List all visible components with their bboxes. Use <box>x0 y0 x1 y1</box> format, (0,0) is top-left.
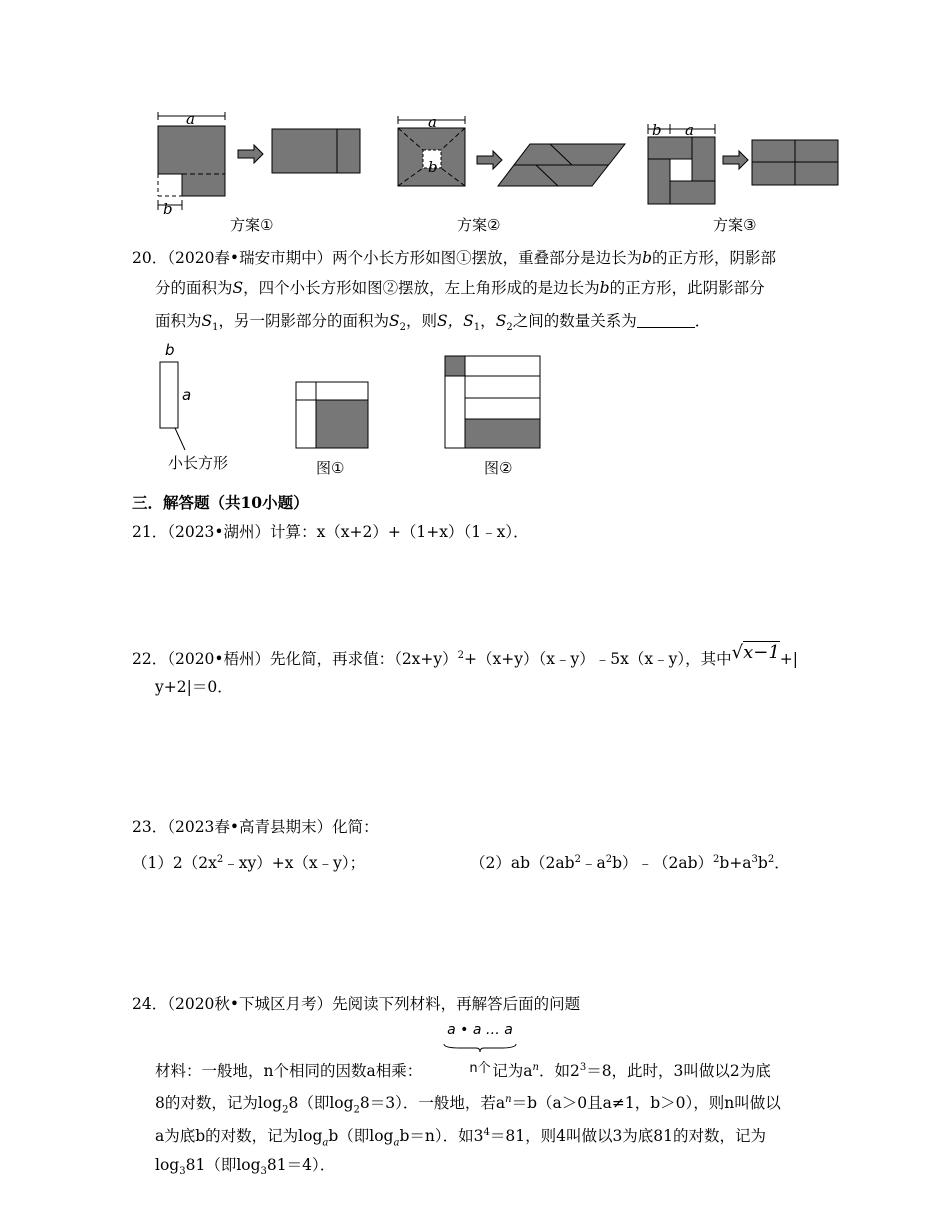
q23-part2: $(2)ab(2ab^2﹣a^2b)﹣(2ab)^2b+a^3b^2$． <box>470 854 790 873</box>
q21-text: 21．（2023•湖州）计算：x（x+2）+（1+x）（1﹣x）． <box>132 523 529 541</box>
q20-line3: 面积为$S_1$，另一阴影部分的面积为$S_2$，则S，$S_1$，$S_2$之间的数量关系为 ． <box>155 312 711 334</box>
scheme-3-figure <box>648 124 838 204</box>
section-3-title: 三．解答题（共10小题） <box>132 493 309 512</box>
q20-small-rect-label: 小长方形 <box>168 454 229 472</box>
q24-line3: a为底b的对数，记为$\log_ab$（即$\log_ab=n$）．如$3^4=81$，则4叫做以3为底81的对数，记为 <box>155 1127 767 1149</box>
q20-line2: 分的面积为S，四个小长方形如图②摆放，左上角形成的是边长为b的正方形，此阴影部分 <box>155 279 765 297</box>
caption-scheme-2: 方案② <box>457 216 501 234</box>
scheme1-label-b: b <box>163 200 173 218</box>
q20-line1: 20．（2020春•瑞安市期中）两个小长方形如图①摆放，重叠部分是边长为b的正方形，阴影部 <box>132 249 777 267</box>
q22-line2: y+2|＝0． <box>155 678 233 696</box>
q24-head: 24．（2020秋•下城区月考）先阅读下列材料，再解答后面的问题 <box>132 995 581 1013</box>
underbrace-icon <box>440 1043 520 1053</box>
scheme3-label-a: a <box>685 121 694 139</box>
brace-product: a • a … a n个 <box>440 1022 520 1076</box>
q20-fig-b-label: b <box>165 341 175 359</box>
q24-line2: 8的对数，记为$\log_28$（即$\log_28=3$）．一般地，若$a^n=b(a>0$且a≠1，b＞0），则n叫做以 <box>155 1094 781 1116</box>
scheme2-label-a: a <box>428 113 437 131</box>
q22-line1: 22．（2020•梧州）先化简，再求值：$(2x+y)^2+(x+y)(x﹣y)﹣5x(x﹣y)$，其中√x−1+| <box>132 642 799 669</box>
q24-line1: 材料：一般地，n个相同的因数a相乘： 记为$a^n$．如$2^3=8$，此时，3叫做以2为底 <box>155 1062 771 1081</box>
q20-fig1-caption: 图① <box>316 459 345 477</box>
caption-scheme-3: 方案③ <box>713 216 757 234</box>
q20-fig2-caption: 图② <box>484 459 513 477</box>
scheme1-label-a: a <box>186 110 195 128</box>
q20-fig-a-label: a <box>182 386 192 404</box>
q23-head: 23．（2023春•高青县期末）化简： <box>132 818 379 836</box>
scheme2-label-b: b <box>428 158 438 176</box>
q23-part1: $(1)2(2x^2﹣xy)+x(x﹣y)$； <box>132 854 366 873</box>
answer-blank[interactable] <box>637 313 695 328</box>
scheme3-label-b: b <box>652 121 662 139</box>
q24-line4: $\log_381$（即$\log_381=4$）． <box>155 1156 336 1178</box>
caption-scheme-1: 方案① <box>230 216 274 234</box>
